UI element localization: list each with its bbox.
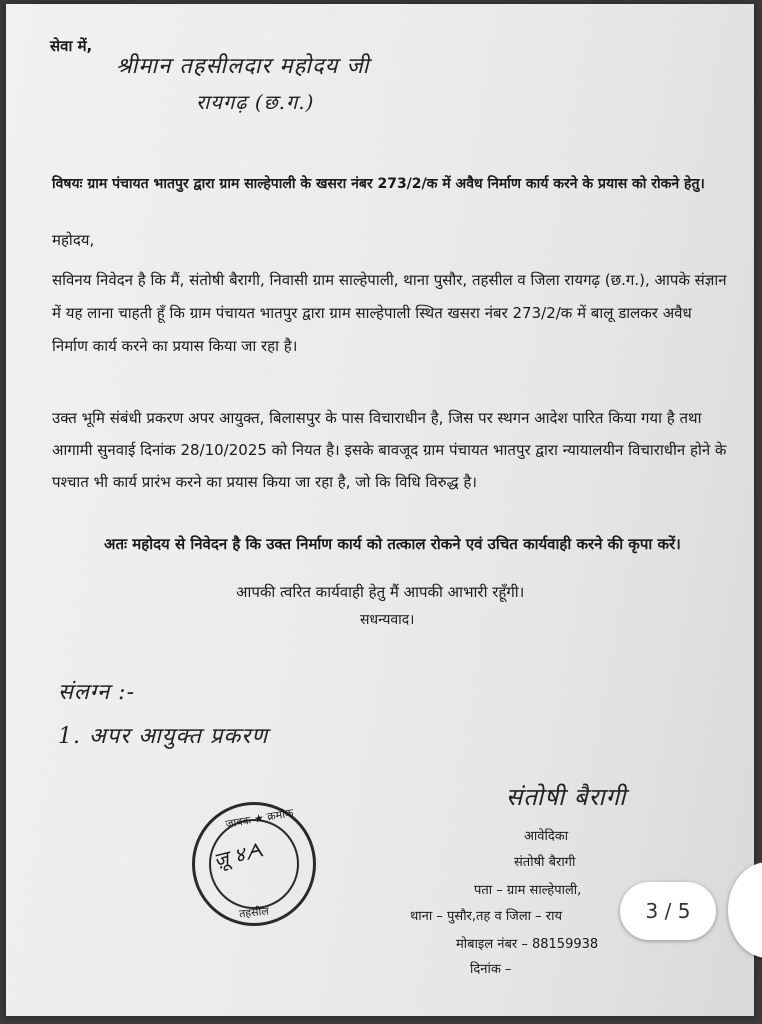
sender-thana: थाना – पुसौर,तह व जिला – राय	[410, 909, 562, 924]
body-paragraph-2: उक्त भूमि संबंधी प्रकरण अपर आयुक्त, बिलासपुर के पास विचाराधीन है, जिस पर स्थगन आदेश पारित किया गया है तथा आगामी सुनवाई दिनांक 28/10/2025 को नियत है। इसके बावजूद ग्राम पंचायत भातपुर द्वारा न्यायालयीन विचाराधीन होने के पश्चात भी कार्य प्रारंभ करने का प्रयास किया जा रहा है, जो कि विधि विरुद्ध है।	[52, 409, 727, 491]
body-paragraph-1: सविनय निवेदन है कि मैं, संतोषी बैरागी, निवासी ग्राम साल्हेपाली, थाना पुसौर, तहसील व जिला रायगढ़ (छ.ग.), आपके संज्ञान में यह लाना चाहती हूँ कि ग्राम पंचायत भातपुर द्वारा ग्राम साल्हेपाली स्थित खसरा नंबर 273/2/क में बालू डालकर अवैध निर्माण कार्य करने का प्रयास किया जा रहा है।	[52, 271, 727, 355]
sender-name: संतोषी बैरागी	[514, 855, 576, 870]
stamp-scribble-icon: ज़ू ४ᗅ	[210, 837, 266, 873]
stamp-bottom-text: तहसील	[238, 904, 270, 921]
stamp-top-text: जावक ★ क्रमांक	[224, 806, 295, 831]
addressee-line-1: श्रीमान तहसीलदार महोदय जी	[116, 54, 370, 79]
handwritten-signature: संतोषी बैरागी	[506, 783, 627, 811]
enclosure-heading: संलग्न :-	[58, 680, 136, 705]
office-stamp	[192, 802, 316, 926]
salutation: सेवा में,	[50, 37, 93, 55]
subject-line: विषयः ग्राम पंचायत भातपुर द्वारा ग्राम साल्हेपाली के खसरा नंबर 273/2/क में अवैध निर्माण कार्य करने के प्रयास को रोकने हेतु।	[52, 176, 705, 192]
regards-line: सधन्यवाद।	[360, 612, 415, 628]
sender-address: पता – ग्राम साल्हेपाली,	[474, 883, 582, 898]
thanks-line: आपकी त्वरित कार्यवाही हेतु मैं आपकी आभारी रहूँगी।	[236, 583, 525, 601]
addressee-line-2: रायगढ़ (छ.ग.)	[196, 90, 315, 114]
enclosure-item: 1. अपर आयुक्त प्रकरण	[58, 724, 269, 749]
request-paragraph: अतः महोदय से निवेदन है कि उक्त निर्माण कार्य को तत्काल रोकने एवं उचित कार्यवाही करने की कृपा करें।	[104, 535, 681, 553]
greeting: महोदय,	[52, 231, 95, 249]
letter-page	[6, 4, 754, 1016]
sender-mobile: मोबाइल नंबर – 88159938	[456, 937, 599, 952]
sender-date: दिनांक –	[470, 962, 512, 977]
sender-role: आवेदिका	[524, 829, 569, 844]
page-indicator: 3 / 5	[620, 882, 716, 940]
